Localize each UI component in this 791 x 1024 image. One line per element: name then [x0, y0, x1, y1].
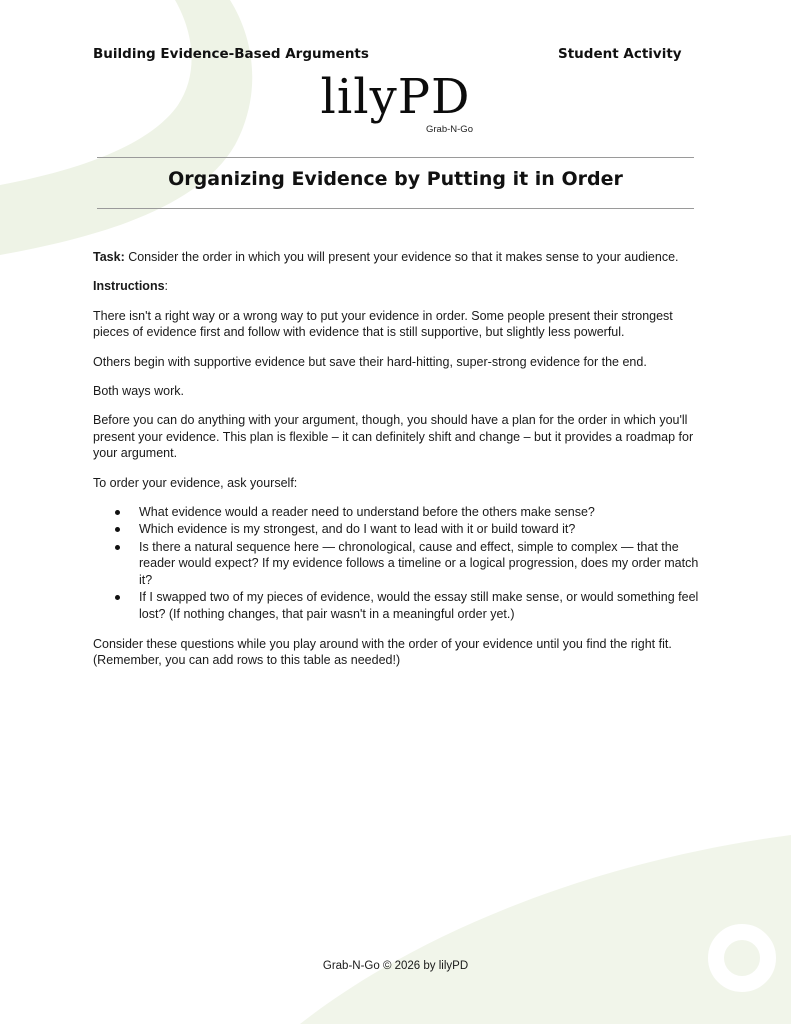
divider-top	[97, 157, 694, 158]
body-paragraph: Both ways work.	[93, 384, 185, 399]
question-item	[139, 539, 703, 588]
closing-paragraph: Consider these questions while you play around with the order of your evidence until you find the right fit. (Remember, you can add rows to this table as needed!)	[93, 636, 672, 668]
question-text: What evidence would a reader need to understand before the others make sense?	[139, 505, 595, 520]
header-course-title: Building Evidence-Based Arguments	[93, 46, 369, 62]
question-list	[93, 504, 703, 622]
logo-wordmark: lilyPD	[320, 69, 471, 125]
logo-subtitle: Grab-N-Go	[426, 124, 473, 135]
divider-bottom	[97, 208, 694, 209]
page-title: Organizing Evidence by Putting it in Order	[168, 168, 623, 190]
bullet-icon	[115, 510, 120, 515]
instructions-heading	[93, 278, 703, 294]
question-text: Which evidence is my strongest, and do I want to lead with it or build toward it?	[139, 522, 576, 537]
footer-copyright: Grab-N-Go © 2026 by lilyPD	[322, 960, 469, 972]
question-text: Is there a natural sequence here — chronological, cause and effect, simple to complex — that the reader would expect? If my evidence follows a timeline or a logical progression, does my order match it?	[139, 539, 699, 587]
task-text: Consider the order in which you will present your evidence so that it makes sense to your audience.	[124, 250, 679, 264]
body-paragraph: To order your evidence, ask yourself:	[93, 475, 298, 490]
task-paragraph	[93, 249, 703, 265]
bullet-icon	[115, 527, 120, 532]
question-text: If I swapped two of my pieces of evidence, would the essay still make sense, or would something feel lost? (If nothing changes, that pair wasn't in a meaningful order yet.)	[139, 590, 699, 621]
instructions-label: Instructions	[93, 279, 165, 294]
body-paragraph: Before you can do anything with your argument, though, you should have a plan for the order in which you'll present your evidence. This plan is flexible – it can definitely shift and change – but it provides a roadmap for your argument.	[93, 413, 694, 461]
question-item	[139, 504, 703, 520]
question-item	[139, 589, 703, 622]
instructions-colon: :	[164, 279, 169, 294]
activity-body	[93, 249, 703, 682]
header-activity-type: Student Activity	[558, 46, 682, 62]
body-paragraph: There isn't a right way or a wrong way to put your evidence in order. Some people present their strongest pieces of evidence first and follow with evidence that is still supportive, but slightly less powerful.	[93, 308, 673, 340]
lilypd-logo	[0, 68, 791, 126]
bullet-icon	[115, 545, 120, 550]
task-label: Task:	[93, 250, 125, 264]
bullet-icon	[115, 595, 120, 600]
question-item	[139, 521, 703, 537]
body-paragraph: Others begin with supportive evidence but save their hard-hitting, super-strong evidence for the end.	[93, 354, 647, 369]
